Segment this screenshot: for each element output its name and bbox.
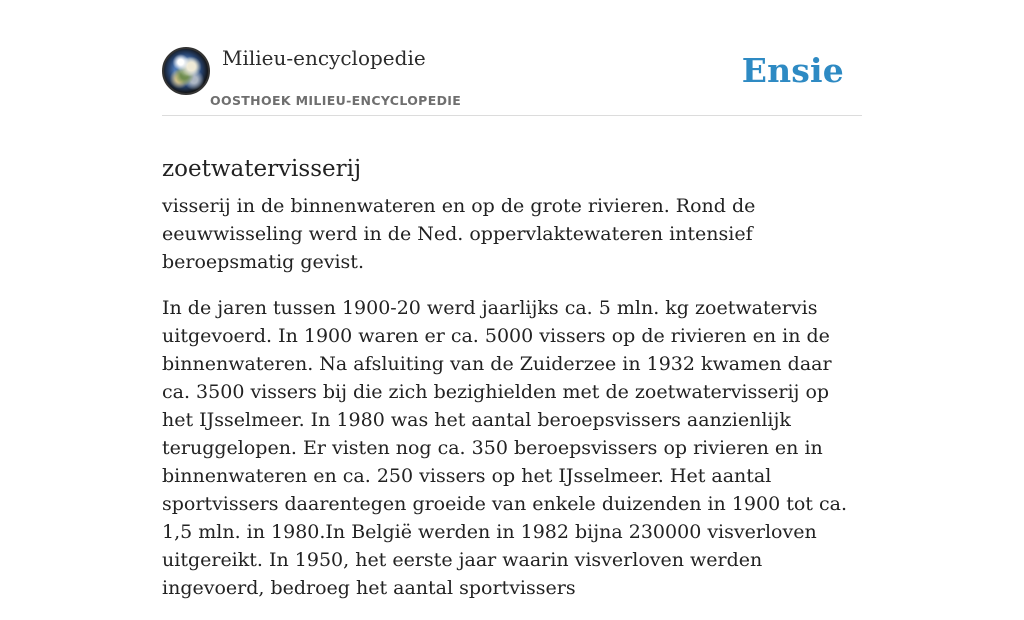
article-paragraph-1: visserij in de binnenwateren en op de grote rivieren. Rond de eeuwwisseling werd in de Ned. oppervlaktewateren intensief beroepsmatig gevist.	[162, 195, 756, 273]
earth-globe-icon[interactable]	[162, 47, 210, 95]
site-subtitle[interactable]: OOSTHOEK MILIEU-ENCYCLOPEDIE	[210, 93, 462, 108]
article-content	[162, 192, 862, 620]
article-paragraph-2: In de jaren tussen 1900-20 werd jaarlijks ca. 5 mln. kg zoetwatervis uitgevoerd. In 1900 waren er ca. 5000 vissers op de rivieren en in de binnenwateren. Na afsluiting van de Zuiderzee in 1932 kwamen daar ca. 3500 vissers bij die zich bezighielden met de zoetwatervisserij op het IJsselmeer. In 1980 was het aantal beroepsvissers aanzienlijk teruggelopen. Er visten nog ca. 350 beroepsvissers op rivieren en in binnenwateren en ca. 250 vissers op het IJsselmeer. Het aantal sportvissers daarentegen groeide van enkele duizenden in 1900 tot ca. 1,5 mln. in 1980.In België werden in 1982 bijna 230000 visverloven uitgereikt. In 1950, het eerste jaar waarin visverloven werden ingevoerd, bedroeg het aantal sportvissers	[162, 297, 847, 599]
site-title[interactable]: Milieu-encyclopedie	[222, 46, 426, 70]
brand-logo[interactable]: Ensie	[741, 51, 844, 90]
site-header	[162, 46, 862, 116]
article-title: zoetwatervisserij	[162, 156, 362, 183]
